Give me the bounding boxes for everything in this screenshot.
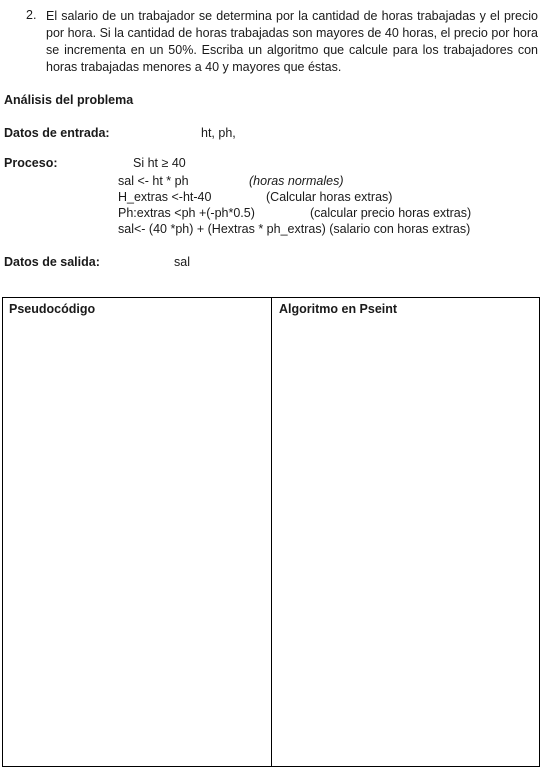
pseint-header: Algoritmo en Pseint	[279, 302, 398, 316]
pseudocode-header: Pseudocódigo	[9, 302, 96, 316]
process-comment-3: (Calcular horas extras)	[266, 190, 393, 204]
process-comment-4: (calcular precio horas extras)	[310, 206, 472, 220]
process-comment-2: (horas normales)	[249, 174, 344, 188]
output-value: sal	[174, 255, 190, 269]
process-label: Proceso:	[4, 156, 58, 170]
problem-text: El salario de un trabajador se determina por la cantidad de horas trabajadas y el precio por hora. Si la cantidad de horas trabajadas son mayores de 40 horas, el precio por hora se incrementa en un 50%. Escriba un algoritmo que calcule para los trabajadores con horas trabajadas menores a 40 y mayores que éstas.	[46, 9, 538, 74]
analysis-heading: Análisis del problema	[4, 93, 134, 107]
input-label: Datos de entrada:	[4, 126, 110, 140]
process-line-3: H_extras <-ht-40	[118, 190, 212, 204]
problem-number: 2.	[26, 8, 37, 22]
process-line-1: Si ht ≥ 40	[133, 156, 186, 170]
output-label: Datos de salida:	[4, 255, 100, 269]
input-value: ht, ph,	[201, 126, 236, 140]
answer-table	[2, 297, 540, 767]
process-line-4: Ph:extras <ph +(-ph*0.5)	[118, 206, 255, 220]
process-line-2: sal <- ht * ph	[118, 174, 189, 188]
table-divider	[271, 298, 272, 766]
process-line-5: sal<- (40 *ph) + (Hextras * ph_extras) (salario con horas extras)	[118, 222, 471, 236]
